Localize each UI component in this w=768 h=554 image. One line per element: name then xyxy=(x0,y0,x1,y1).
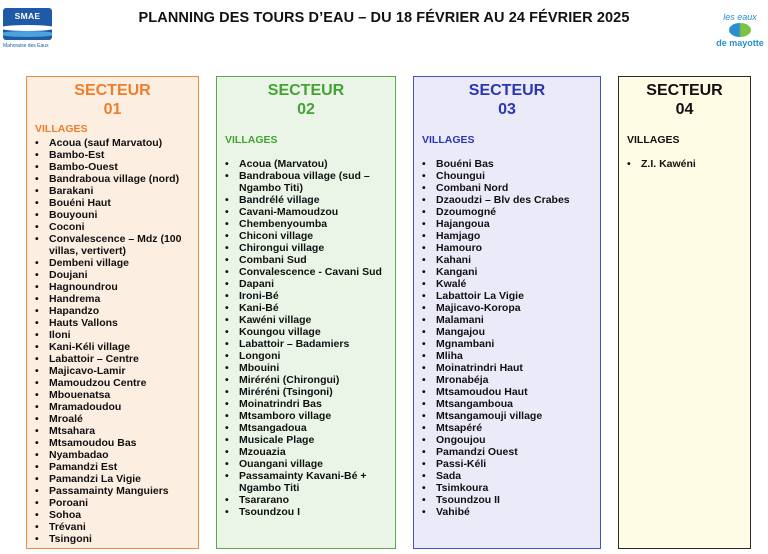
village-item: • Mroalé xyxy=(27,413,198,425)
sector-04-heading xyxy=(619,81,750,119)
village-item: • Dembeni village xyxy=(27,257,198,269)
eaux-logo-line2: de mayotte xyxy=(716,38,764,48)
village-item: • Bambo-Ouest xyxy=(27,161,198,173)
village-item: • Sada xyxy=(414,470,600,482)
village-item: • Miréréni (Chirongui) xyxy=(217,374,395,386)
village-item: • Tsoundzou I xyxy=(217,506,395,518)
village-item: • Passamainty Kavani-Bé + Ngambo Titi xyxy=(217,470,395,494)
sector-01-number: 01 xyxy=(103,101,122,118)
village-item: • Choungui xyxy=(414,170,600,182)
village-item: • Acoua (sauf Marvatou) xyxy=(27,137,198,149)
eaux-logo-line1: les eaux xyxy=(723,12,757,22)
village-item: • Kani-Bé xyxy=(217,302,395,314)
sector-02-label: SECTEUR xyxy=(267,82,345,99)
village-item: • Bouéni Bas xyxy=(414,158,600,170)
village-item: • Mtsamoudou Bas xyxy=(27,437,198,449)
village-item: • Koungou village xyxy=(217,326,395,338)
village-item: • Mronabéja xyxy=(414,374,600,386)
village-item: • Iloni xyxy=(27,329,198,341)
village-item: • Tsoundzou II xyxy=(414,494,600,506)
sector-04-villages-label: VILLAGES xyxy=(627,134,680,146)
village-item: • Kangani xyxy=(414,266,600,278)
village-item: • Majicavo-Koropa xyxy=(414,302,600,314)
village-item: • Pamandzi Est xyxy=(27,461,198,473)
village-item: • Hamjago xyxy=(414,230,600,242)
village-item: • Moinatrindri Haut xyxy=(414,362,600,374)
village-item: • Doujani xyxy=(27,269,198,281)
village-item: • Hagnoundrou xyxy=(27,281,198,293)
village-item: • Mtsamboro village xyxy=(217,410,395,422)
village-item: • Hamouro xyxy=(414,242,600,254)
sector-02-village-list xyxy=(217,158,395,518)
smae-logo-text: SMAE xyxy=(14,11,41,21)
village-item: • Coconi xyxy=(27,221,198,233)
village-item: • Mliha xyxy=(414,350,600,362)
sector-03-label: SECTEUR xyxy=(468,82,546,99)
village-item: • Nyambadao xyxy=(27,449,198,461)
sector-03-panel xyxy=(413,76,601,549)
village-item: • Tsingoni xyxy=(27,533,198,545)
village-item: • Barakani xyxy=(27,185,198,197)
village-item: • Tsimkoura xyxy=(414,482,600,494)
sector-02-villages-label: VILLAGES xyxy=(225,134,278,146)
village-item: • Bandrélé village xyxy=(217,194,395,206)
sector-03-heading xyxy=(414,81,600,119)
sector-03-number: 03 xyxy=(498,101,516,118)
village-item: • Convalescence – Mdz (100 villas, vertivert) xyxy=(27,233,198,257)
village-item: • Bouyouni xyxy=(27,209,198,221)
sector-03-village-list xyxy=(414,158,600,518)
village-item: • Kani-Kéli village xyxy=(27,341,198,353)
smae-logo-tagline: Mahoraise des Eaux xyxy=(3,43,49,49)
village-item: • Longoni xyxy=(217,350,395,362)
village-item: • Mangajou xyxy=(414,326,600,338)
sector-01-villages-label: VILLAGES xyxy=(35,123,88,135)
village-item: • Poroani xyxy=(27,497,198,509)
village-item: • Kwalé xyxy=(414,278,600,290)
sector-02-heading xyxy=(217,81,395,119)
village-item: • Kawéni village xyxy=(217,314,395,326)
village-item: • Bouéni Haut xyxy=(27,197,198,209)
sector-01-label: SECTEUR xyxy=(74,82,151,99)
village-item: • Mbouenatsa xyxy=(27,389,198,401)
village-item: • Pamandzi La Vigie xyxy=(27,473,198,485)
village-item: • Labattoir – Badamiers xyxy=(217,338,395,350)
village-item: • Dapani xyxy=(217,278,395,290)
village-item: • Convalescence - Cavani Sud xyxy=(217,266,395,278)
village-item: • Mtsahara xyxy=(27,425,198,437)
water-drop-icon xyxy=(729,23,751,37)
village-item: • Chembenyoumba xyxy=(217,218,395,230)
village-item: • Hapandzo xyxy=(27,305,198,317)
village-item: • Mzouazia xyxy=(217,446,395,458)
village-item: • Trévani xyxy=(27,521,198,533)
village-item: • Dzoumogné xyxy=(414,206,600,218)
sector-01-village-list xyxy=(27,137,198,545)
village-item: • Chirongui village xyxy=(217,242,395,254)
sector-02-panel xyxy=(216,76,396,549)
village-item: • Mtsamoudou Haut xyxy=(414,386,600,398)
village-item: • Bandraboua village (nord) xyxy=(27,173,198,185)
village-item: • Acoua (Marvatou) xyxy=(217,158,395,170)
village-item: • Ouangani village xyxy=(217,458,395,470)
village-item: • Chiconi village xyxy=(217,230,395,242)
village-item: • Kahani xyxy=(414,254,600,266)
village-item: • Ironi-Bé xyxy=(217,290,395,302)
village-item: • Mamoudzou Centre xyxy=(27,377,198,389)
village-item: • Mtsangamouji village xyxy=(414,410,600,422)
village-item: • Pamandzi Ouest xyxy=(414,446,600,458)
village-item: • Bandraboua village (sud – Ngambo Titi) xyxy=(217,170,395,194)
sector-01-panel xyxy=(26,76,199,549)
village-item: • Labattoir La Vigie xyxy=(414,290,600,302)
village-item: • Vahibé xyxy=(414,506,600,518)
sector-04-village-list xyxy=(619,158,750,170)
sector-03-villages-label: VILLAGES xyxy=(422,134,475,146)
village-item: • Mtsapéré xyxy=(414,422,600,434)
sector-01-heading xyxy=(27,81,198,119)
page-title: PLANNING DES TOURS D’EAU – DU 18 FÉVRIER AU 24 FÉVRIER 2025 xyxy=(138,10,630,26)
village-item: • Majicavo-Lamir xyxy=(27,365,198,377)
sector-04-panel xyxy=(618,76,751,549)
village-item: • Ongoujou xyxy=(414,434,600,446)
village-item: • Musicale Plage xyxy=(217,434,395,446)
village-item: • Passamainty Manguiers xyxy=(27,485,198,497)
village-item: • Malamani xyxy=(414,314,600,326)
village-item: • Hajangoua xyxy=(414,218,600,230)
village-item: • Labattoir – Centre xyxy=(27,353,198,365)
village-item: • Passi-Kéli xyxy=(414,458,600,470)
village-item: • Hauts Vallons xyxy=(27,317,198,329)
village-item: • Dzaoudzi – Blv des Crabes xyxy=(414,194,600,206)
village-item: • Handrema xyxy=(27,293,198,305)
village-item: • Moinatrindri Bas xyxy=(217,398,395,410)
village-item: • Bambo-Est xyxy=(27,149,198,161)
eaux-de-mayotte-logo xyxy=(716,12,764,58)
sector-04-number: 04 xyxy=(675,101,694,118)
village-item: • Mtsangadoua xyxy=(217,422,395,434)
village-item: • Sohoa xyxy=(27,509,198,521)
sector-04-label: SECTEUR xyxy=(646,82,723,99)
village-item: • Mramadoudou xyxy=(27,401,198,413)
village-item: • Tsararano xyxy=(217,494,395,506)
village-item: • Z.I. Kawéni xyxy=(619,158,750,170)
village-item: • Miréréni (Tsingoni) xyxy=(217,386,395,398)
village-item: • Mtsangamboua xyxy=(414,398,600,410)
village-item: • Cavani-Mamoudzou xyxy=(217,206,395,218)
village-item: • Mbouini xyxy=(217,362,395,374)
village-item: • Combani Sud xyxy=(217,254,395,266)
sector-02-number: 02 xyxy=(297,101,315,118)
village-item: • Mgnambani xyxy=(414,338,600,350)
village-item: • Combani Nord xyxy=(414,182,600,194)
